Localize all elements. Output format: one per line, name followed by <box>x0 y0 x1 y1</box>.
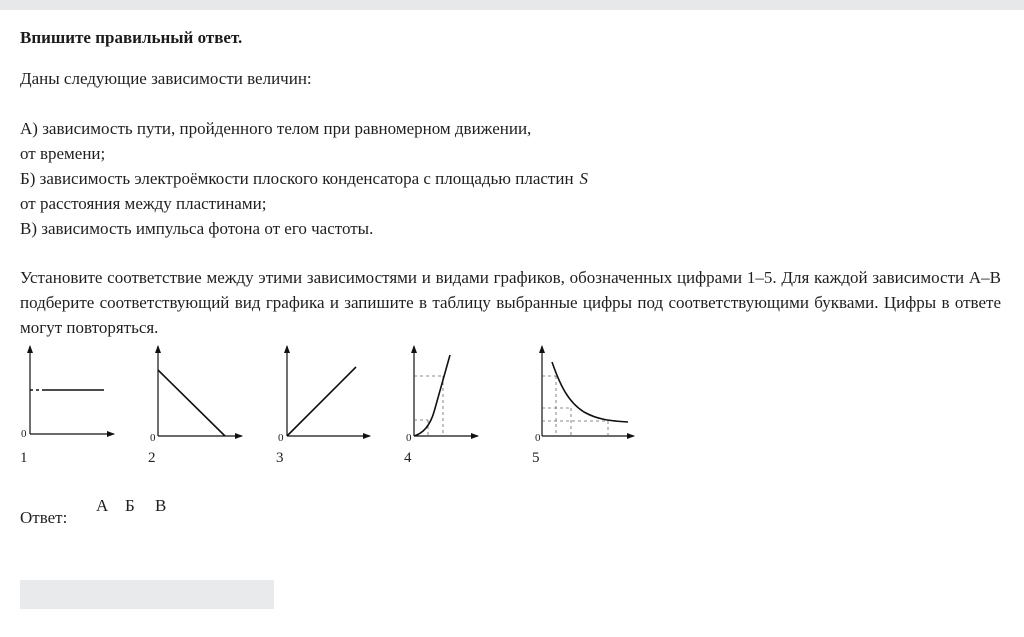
answer-letter-v: В <box>155 496 167 515</box>
graph-4 <box>404 346 478 466</box>
area-symbol: S <box>579 169 589 188</box>
graph-5-zero: 0 <box>535 432 541 444</box>
graph-4-zero: 0 <box>406 432 412 444</box>
answer-letter-a: А <box>96 496 109 515</box>
intro-text: Даны следующие зависимости величин: <box>20 69 312 88</box>
answer-letter-b: Б <box>125 496 135 515</box>
item-a-line1: А) зависимость пути, пройденного телом при равномерном движении, <box>20 119 532 138</box>
graph-5-number: 5 <box>532 450 540 466</box>
graph-3-zero: 0 <box>278 432 284 444</box>
graph-3-number: 3 <box>276 450 284 466</box>
graph-1-zero: 0 <box>21 428 27 440</box>
item-b-line1 <box>20 166 588 191</box>
graph-2-number: 2 <box>148 450 156 466</box>
graph-5 <box>532 346 634 466</box>
graph-options <box>0 340 660 470</box>
graph-1-number: 1 <box>20 450 28 466</box>
graph-4-number: 4 <box>404 450 412 466</box>
item-b-text: Б) зависимость электроёмкости плоского конденсатора с площадью пластин <box>20 169 574 188</box>
graph-1 <box>20 346 114 466</box>
task-title: Впишите правильный ответ. <box>20 28 243 47</box>
answer-label: Ответ: <box>20 508 68 527</box>
top-bar <box>0 0 1024 10</box>
graph-3 <box>276 346 370 466</box>
instruction-text: Установите соответствие между этими зависимостями и видами графиков, обозначенных цифрами 1–5. Для каждой зависимости А–В подберите соответствующий вид графика и запишите в таблицу выбранные цифры под соответствующими буквами. Цифры в ответе могут повторяться. <box>20 268 1001 337</box>
item-b-line2: от расстояния между пластинами; <box>20 194 267 213</box>
graph-2-zero: 0 <box>150 432 156 444</box>
answer-input[interactable] <box>20 580 274 609</box>
graph-2 <box>148 346 242 466</box>
item-v-line1: В) зависимость импульса фотона от его частоты. <box>20 219 374 238</box>
item-a-line2: от времени; <box>20 144 106 163</box>
